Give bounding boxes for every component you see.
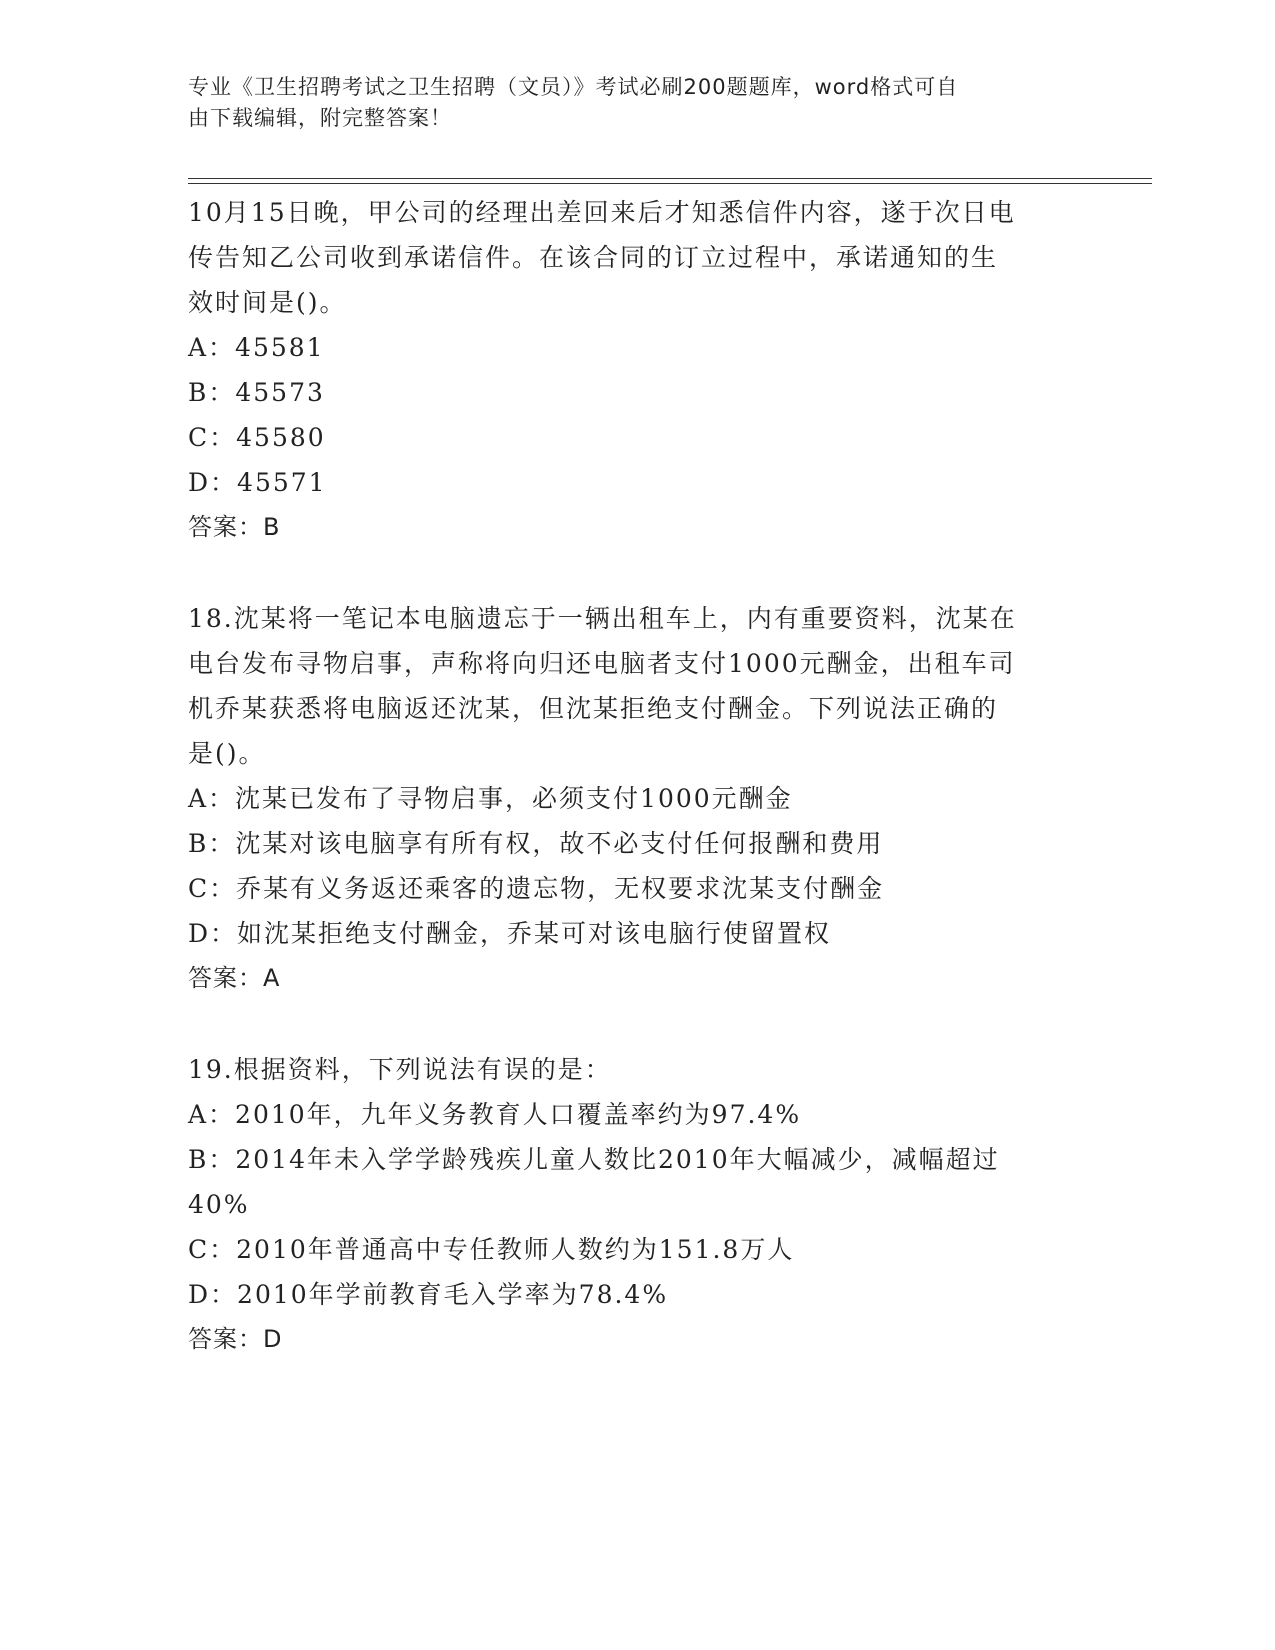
option-a: A：45581 — [188, 333, 325, 362]
question-18 — [188, 596, 1088, 1001]
question-19 — [188, 1047, 1088, 1362]
option-b-continued: 40% — [188, 1190, 250, 1219]
option-c: C：45580 — [188, 423, 326, 452]
option-d: D：45571 — [188, 468, 327, 497]
option-c: C：2010年普通高中专任教师人数约为151.8万人 — [188, 1235, 795, 1264]
document-header — [188, 72, 1088, 134]
option-a: A：2010年，九年义务教育人口覆盖率约为97.4% — [188, 1100, 802, 1129]
answer-line: 答案：B — [188, 513, 281, 541]
question-stem-line: 19.根据资料，下列说法有误的是： — [188, 1055, 612, 1084]
answer-line: 答案：A — [188, 964, 281, 992]
option-d: D：如沈某拒绝支付酬金，乔某可对该电脑行使留置权 — [188, 919, 832, 948]
header-divider-top — [188, 178, 1152, 179]
option-b: B：45573 — [188, 378, 325, 407]
header-line: 由下载编辑，附完整答案！ — [188, 106, 452, 130]
header-line: 专业《卫生招聘考试之卫生招聘（文员）》考试必刷200题题库，word格式可自 — [188, 75, 959, 99]
spacer — [188, 550, 1088, 596]
question-stem-line: 10月15日晚，甲公司的经理出差回来后才知悉信件内容，遂于次日电 — [188, 198, 1016, 227]
spacer — [188, 1001, 1088, 1047]
option-a: A：沈某已发布了寻物启事，必须支付1000元酬金 — [188, 784, 793, 813]
question-list — [188, 190, 1088, 1362]
header-divider-bottom — [188, 183, 1152, 184]
option-d: D：2010年学前教育毛入学率为78.4% — [188, 1280, 669, 1309]
question-stem-line: 是()。 — [188, 739, 266, 768]
option-b: B：沈某对该电脑享有所有权，故不必支付任何报酬和费用 — [188, 829, 884, 858]
answer-line: 答案：D — [188, 1325, 283, 1353]
question-stem-line: 电台发布寻物启事，声称将向归还电脑者支付1000元酬金，出租车司 — [188, 649, 1016, 678]
question-17 — [188, 190, 1088, 550]
question-stem-line: 效时间是()。 — [188, 288, 347, 317]
question-stem-line: 18.沈某将一笔记本电脑遗忘于一辆出租车上，内有重要资料，沈某在 — [188, 604, 1017, 633]
option-b: B：2014年未入学学龄残疾儿童人数比2010年大幅减少，减幅超过 — [188, 1145, 1000, 1174]
question-stem-line: 传告知乙公司收到承诺信件。在该合同的订立过程中，承诺通知的生 — [188, 243, 999, 272]
question-stem-line: 机乔某获悉将电脑返还沈某，但沈某拒绝支付酬金。下列说法正确的 — [188, 694, 999, 723]
option-c: C：乔某有义务返还乘客的遗忘物，无权要求沈某支付酬金 — [188, 874, 885, 903]
